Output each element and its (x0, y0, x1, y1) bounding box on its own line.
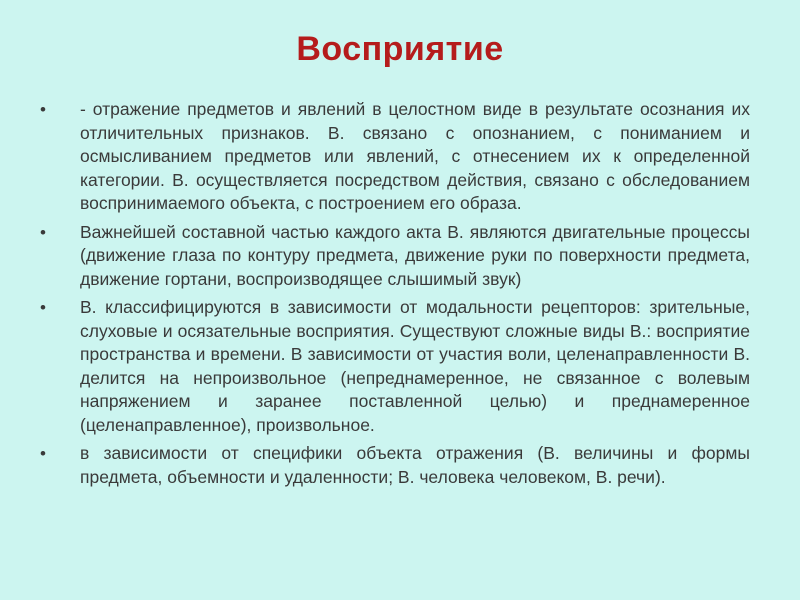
bullet-marker: • (40, 298, 46, 317)
bullet-item (40, 98, 750, 216)
bullet-item (40, 296, 750, 437)
bullet-text: - отражение предметов и явлений в целостном виде в результате осознания их отличительных признаков. В. связано с опознанием, с пониманием и осмысливанием предметов или явлений, с отнесением их к определенной категории. В. осуществляется посредством действия, связано с обследованием воспринимаемого объекта, с построением его образа. (80, 99, 750, 213)
bullet-text: В. классифицируются в зависимости от модальности рецепторов: зрительные, слуховые и осязательные восприятия. Существуют сложные виды В.: восприятие пространства и времени. В зависимости от участия воли, целенаправленности В. делится на непроизвольное (непреднамеренное, не связанное с волевым напряжением и заранее поставленной целью) и преднамеренное (целенаправленное), произвольное. (80, 297, 750, 435)
bullet-text: в зависимости от специфики объекта отражения (В. величины и формы предмета, объемности и удаленности; В. человека человеком, В. речи). (80, 443, 750, 487)
bullet-marker: • (40, 100, 46, 119)
bullet-item (40, 221, 750, 292)
slide-title: Восприятие (296, 30, 504, 68)
bullet-text: Важнейшей составной частью каждого акта В. являются двигательные процессы (движение глаза по контуру предмета, движение руки по поверхности предмета, движение гортани, воспроизводящее слышимый звук) (80, 221, 750, 289)
bullet-marker: • (40, 222, 46, 242)
bullet-list (40, 98, 750, 494)
bullet-item (40, 442, 750, 489)
bullet-marker: • (40, 444, 46, 463)
